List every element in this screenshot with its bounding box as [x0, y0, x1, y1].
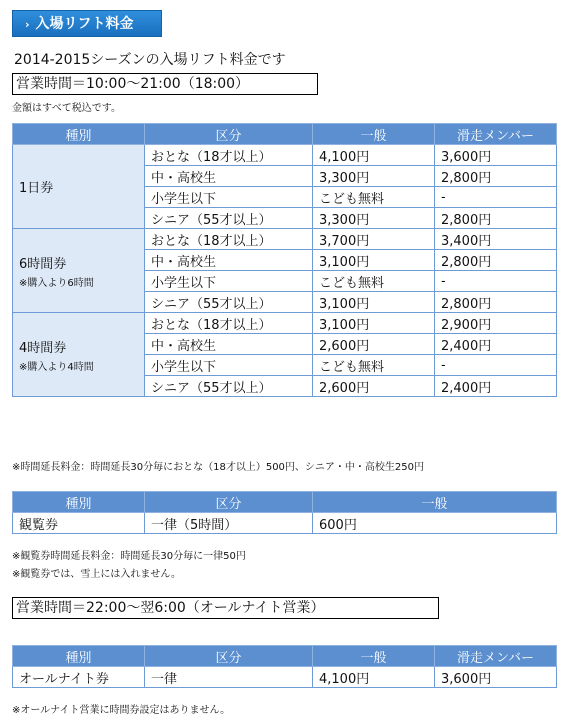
- member-price-cell: 2,400円: [435, 376, 557, 397]
- col-header-type: 種別: [13, 646, 145, 667]
- category-cell: おとな（18才以上）: [145, 229, 313, 250]
- ticket-type-cell: [13, 313, 145, 397]
- general-price-cell: 3,700円: [313, 229, 435, 250]
- table-header-row: [13, 124, 557, 145]
- table-row: [13, 513, 557, 534]
- night-hours-box: 営業時間＝22:00～翌6:00（オールナイト営業）: [12, 597, 439, 619]
- tax-note: 金額はすべて税込です。: [12, 103, 121, 114]
- day-hours-box: 営業時間＝10:00～21:00（18:00）: [12, 73, 318, 95]
- table-header-row: [13, 646, 557, 667]
- all-night-ticket-table: [12, 645, 557, 688]
- member-price-cell: 3,400円: [435, 229, 557, 250]
- category-cell: 小学生以下: [145, 271, 313, 292]
- general-price-cell: 3,300円: [313, 166, 435, 187]
- col-header-type: 種別: [13, 124, 145, 145]
- member-price-cell: 2,900円: [435, 313, 557, 334]
- general-price-cell: 3,100円: [313, 250, 435, 271]
- category-cell: シニア（55才以上）: [145, 292, 313, 313]
- category-cell: シニア（55才以上）: [145, 208, 313, 229]
- general-price-cell: 600円: [313, 513, 557, 534]
- member-price-cell: 2,800円: [435, 250, 557, 271]
- general-price-cell: 2,600円: [313, 334, 435, 355]
- viewing-ticket-table: [12, 491, 557, 534]
- category-cell: おとな（18才以上）: [145, 313, 313, 334]
- col-header-general: 一般: [313, 492, 557, 513]
- member-price-cell: 2,800円: [435, 166, 557, 187]
- col-header-general: 一般: [313, 124, 435, 145]
- ticket-type-cell: [13, 229, 145, 313]
- extension-fee-note: ※時間延長料金：時間延長30分毎におとな（18才以上）500円、シニア・中・高校生250円: [12, 462, 425, 473]
- member-price-cell: -: [435, 271, 557, 292]
- general-price-cell: 3,100円: [313, 292, 435, 313]
- category-cell: 小学生以下: [145, 187, 313, 208]
- category-cell: 一律（5時間）: [145, 513, 313, 534]
- member-price-cell: 3,600円: [435, 145, 557, 166]
- chevron-right-icon: ›: [25, 18, 30, 31]
- ticket-type-cell: [13, 145, 145, 229]
- general-price-cell: こども無料: [313, 271, 435, 292]
- ticket-type-name: 4時間券: [19, 340, 67, 356]
- member-price-cell: -: [435, 187, 557, 208]
- table-row: [13, 313, 557, 334]
- table-header-row: [13, 492, 557, 513]
- section-title: 入場リフト料金: [35, 16, 134, 32]
- general-price-cell: 4,100円: [313, 145, 435, 166]
- col-header-member: 滑走メンバー: [435, 646, 557, 667]
- member-price-cell: -: [435, 355, 557, 376]
- member-price-cell: 2,400円: [435, 334, 557, 355]
- col-header-category: 区分: [145, 646, 313, 667]
- category-cell: 小学生以下: [145, 355, 313, 376]
- category-cell: 中・高校生: [145, 250, 313, 271]
- col-header-type: 種別: [13, 492, 145, 513]
- category-cell: シニア（55才以上）: [145, 376, 313, 397]
- viewing-snow-note: ※観覧券では、雪上には入れません。: [12, 569, 181, 580]
- viewing-extension-note: ※観覧券時間延長料金：時間延長30分毎に一律50円: [12, 551, 246, 562]
- section-title-button: [12, 10, 162, 37]
- member-price-cell: 2,800円: [435, 208, 557, 229]
- col-header-category: 区分: [145, 492, 313, 513]
- member-price-cell: 3,600円: [435, 667, 557, 688]
- general-price-cell: 4,100円: [313, 667, 435, 688]
- lift-price-table: [12, 123, 557, 397]
- col-header-general: 一般: [313, 646, 435, 667]
- ticket-type-name: 1日券: [19, 181, 54, 196]
- general-price-cell: こども無料: [313, 187, 435, 208]
- member-price-cell: 2,800円: [435, 292, 557, 313]
- ticket-type-cell: オールナイト券: [13, 667, 145, 688]
- general-price-cell: 2,600円: [313, 376, 435, 397]
- col-header-category: 区分: [145, 124, 313, 145]
- category-cell: 中・高校生: [145, 334, 313, 355]
- general-price-cell: 3,300円: [313, 208, 435, 229]
- col-header-member: 滑走メンバー: [435, 124, 557, 145]
- season-heading: 2014-2015シーズンの入場リフト料金です: [14, 52, 286, 68]
- category-cell: 一律: [145, 667, 313, 688]
- category-cell: おとな（18才以上）: [145, 145, 313, 166]
- general-price-cell: 3,100円: [313, 313, 435, 334]
- ticket-type-subnote: ※購入より6時間: [19, 277, 94, 289]
- ticket-type-subnote: ※購入より4時間: [19, 361, 94, 373]
- table-row: [13, 229, 557, 250]
- ticket-type-name: 6時間券: [19, 256, 67, 272]
- table-row: [13, 145, 557, 166]
- category-cell: 中・高校生: [145, 166, 313, 187]
- all-night-note: ※オールナイト営業に時間券設定はありません。: [12, 705, 231, 716]
- table-row: [13, 667, 557, 688]
- ticket-type-cell: 観覧券: [13, 513, 145, 534]
- general-price-cell: こども無料: [313, 355, 435, 376]
